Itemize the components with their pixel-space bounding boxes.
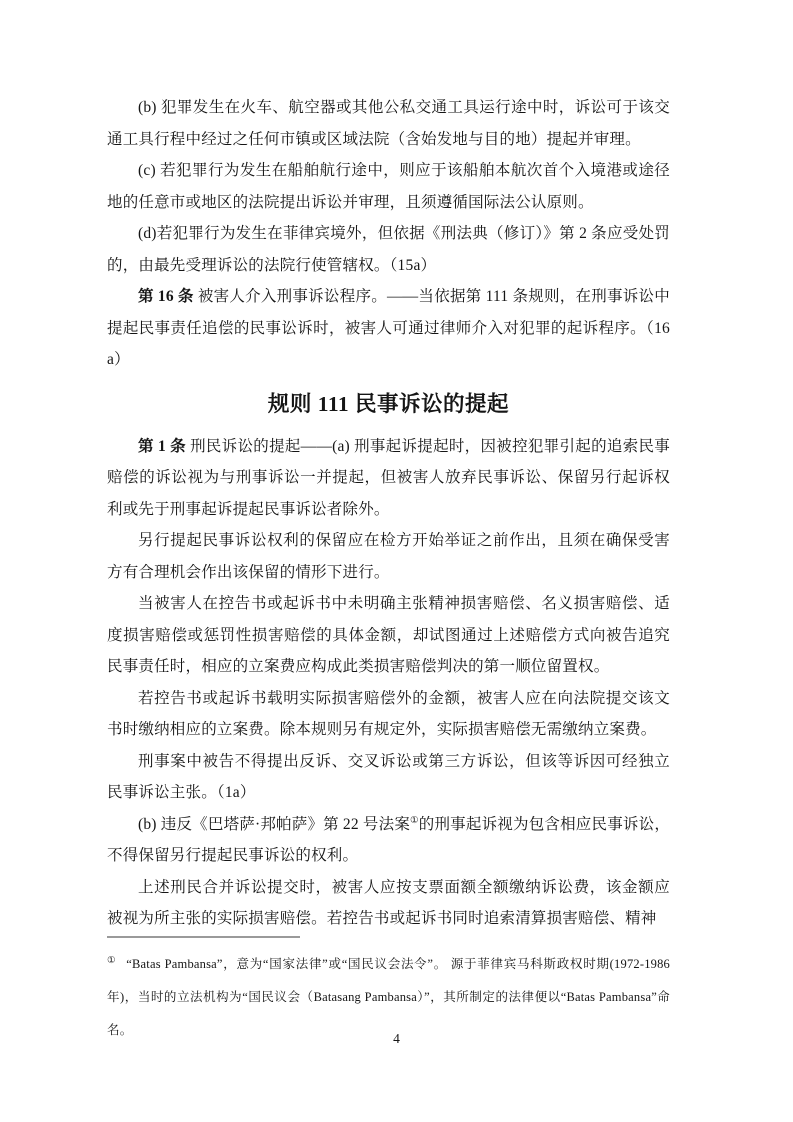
paragraph: 当被害人在控告书或起诉书中未明确主张精神损害赔偿、名义损害赔偿、适度损害赔偿或惩罚性损害赔偿的具体金额，却试图通过上述赔偿方式向被告追究民事责任时，相应的立案费应构成此类损害赔偿判决的第一顺位留置权。 <box>107 595 670 675</box>
footnote-separator <box>107 936 300 938</box>
paragraph: (b) 犯罪发生在火车、航空器或其他公私交通工具运行途中时，诉讼可于该交通工具行程中经过之任何市镇或区域法院（含始发地与目的地）提起并审理。 <box>107 99 670 148</box>
paragraph: 刑事案中被告不得提出反诉、交叉诉讼或第三方诉讼，但该等诉因可经独立民事诉讼主张。（1a） <box>107 752 670 801</box>
footnote-body: “Batas Pambansa”，意为“国家法律”或“国民议会法令”。 源于菲律宾马科斯政权时期(1972-1986 年)，当时的立法机构为“国民议会（Batasang Pambansa）”，其所制定的法律便以“Batas Pambansa”命名。 <box>107 957 671 1037</box>
section-heading: 规则 111 民事诉讼的提起 <box>267 391 510 416</box>
paragraph: 另行提起民事诉讼权利的保留应在检方开始举证之前作出，且须在确保受害方有合理机会作出该保留的情形下进行。 <box>107 532 670 581</box>
paragraph: 第 16 条 被害人介入刑事诉讼程序。——当依据第 111 条规则，在刑事诉讼中提起民事责任追偿的民事讼诉时，被害人可通过律师介入对犯罪的起诉程序。（16a） <box>107 288 671 368</box>
paragraph: (d)若犯罪行为发生在菲律宾境外，但依据《刑法典（修订）》第 2 条应受处罚的，由最先受理诉讼的法院行使管辖权。（15a） <box>107 225 670 274</box>
paragraph: (b) 违反《巴塔萨·邦帕萨》第 22 号法案①的刑事起诉视为包含相应民事诉讼，不得保留另行提起民事诉讼的权利。 <box>107 815 671 864</box>
paragraph: 若控告书或起诉书载明实际损害赔偿外的金额，被害人应在向法院提交该文书时缴纳相应的立案费。除本规则另有规定外，实际损害赔偿无需缴纳立案费。 <box>107 689 670 738</box>
paragraph: (c) 若犯罪行为发生在船舶航行途中，则应于该船舶本航次首个入境港或途径地的任意市或地区的法院提出诉讼并审理，且须遵循国际法公认原则。 <box>107 162 670 211</box>
footnote-marker: ① <box>107 955 117 966</box>
paragraph: 上述刑民合并诉讼提交时，被害人应按支票面额全额缴纳诉讼费，该金额应被视为所主张的实际损害赔偿。若控告书或起诉书同时追索清算损害赔偿、精神 <box>107 878 670 927</box>
document-content <box>107 92 670 935</box>
page-number: 4 <box>393 1031 400 1046</box>
paragraphs-before-heading <box>107 92 670 376</box>
paragraph: 第 1 条 刑民诉讼的提起——(a) 刑事起诉提起时，因被控犯罪引起的追索民事赔偿的诉讼视为与刑事诉讼一并提起，但被害人放弃民事诉讼、保留另行起诉权利或先于刑事起诉提起民事诉讼者除外。 <box>107 437 670 518</box>
footnote-reference-marker: ① <box>410 815 419 826</box>
paragraphs-after-heading <box>107 431 670 935</box>
